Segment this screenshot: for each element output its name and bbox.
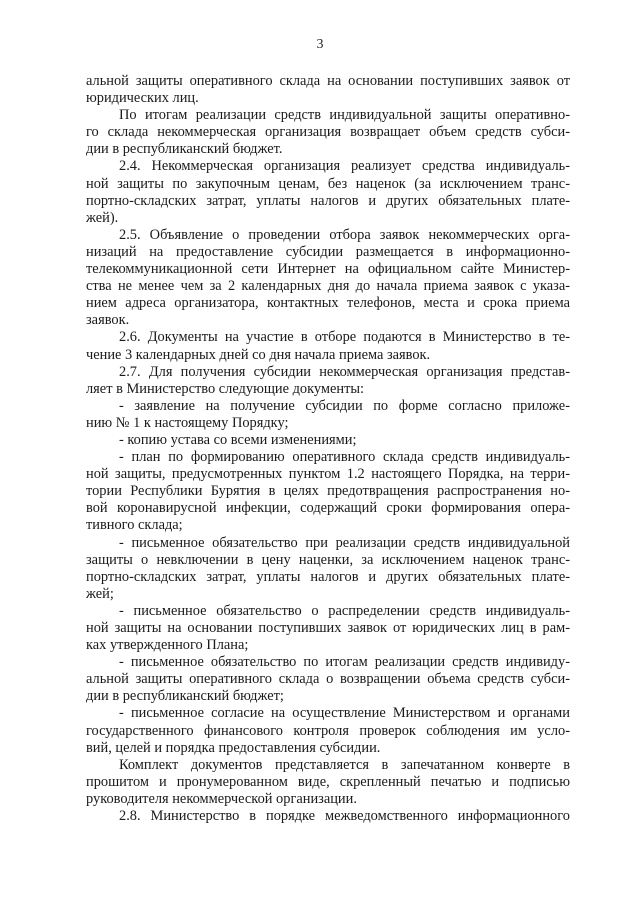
text-line: - копию устава со всеми изменениями; <box>119 431 357 448</box>
text-line: вий, целей и порядка предоставления субсидии. <box>86 739 381 756</box>
text-line: - план по формированию оперативного склада средств индивидуаль- <box>119 449 570 466</box>
text-line: 2.8. Министерство в порядке межведомственного информационного <box>119 808 570 825</box>
text-line: чение 3 календарных дней со дня начала приема заявок. <box>86 346 431 363</box>
text-line: портно-складских затрат, уплаты налогов и других обязательных плате- <box>86 192 570 209</box>
text-line: альной защиты оперативного склада на основании поступивших заявок от <box>86 73 570 89</box>
text-line: жей; <box>86 585 114 602</box>
text-line: - письменное согласие на осуществление Министерством и органами <box>119 705 570 722</box>
text-line: телекоммуникационной сети Интернет на официальном сайте Министер- <box>86 261 570 278</box>
document-body <box>86 73 570 825</box>
paragraph <box>86 808 570 825</box>
text-line: 2.5. Объявление о проведении отбора заявок некоммерческих орга- <box>119 226 570 243</box>
text-line: Комплект документов представляется в запечатанном конверте в <box>119 756 570 773</box>
text-line: государственного финансового контроля проверок соблюдения им усло- <box>86 722 570 739</box>
paragraph <box>86 364 570 398</box>
text-line: - письменное обязательство о распределении средств индивидуаль- <box>119 602 570 619</box>
paragraph <box>86 432 570 449</box>
text-line: прошитом и пронумерованном виде, скрепленный печатью и подписью <box>86 773 570 790</box>
paragraph <box>86 705 570 756</box>
paragraph <box>86 158 570 226</box>
text-line: нию № 1 к настоящему Порядку; <box>86 414 289 431</box>
paragraph <box>86 654 570 705</box>
text-line: - письменное обязательство при реализации средств индивидуальной <box>119 534 570 551</box>
text-line: руководителя некоммерческой организации. <box>86 790 357 807</box>
text-line: низаций на предоставление субсидии размещается в информационно- <box>86 243 570 260</box>
text-line: По итогам реализации средств индивидуальной защиты оперативно- <box>119 107 570 124</box>
text-line: - письменное обязательство по итогам реализации средств индивиду- <box>119 654 570 671</box>
paragraph <box>86 73 570 107</box>
text-line: заявок. <box>86 312 130 329</box>
text-line: тивного склада; <box>86 517 183 534</box>
paragraph <box>86 227 570 330</box>
text-line: ках утвержденного Плана; <box>86 637 249 654</box>
page-number: 3 <box>316 37 324 52</box>
text-line: 2.6. Документы на участие в отборе подаются в Министерство в те- <box>119 329 570 346</box>
text-line: альной защиты оперативного склада о возвращении объема средств субси- <box>86 671 570 688</box>
paragraph <box>86 107 570 158</box>
text-line: ной защиты, предусмотренных пунктом 1.2 настоящего Порядка, на терри- <box>86 466 570 483</box>
paragraph <box>86 535 570 603</box>
text-line: 2.4. Некоммерческая организация реализует средства индивидуаль- <box>119 158 570 175</box>
paragraph <box>86 603 570 654</box>
text-line: ства не менее чем за 2 календарных дня до начала приема заявок с указа- <box>86 278 570 295</box>
text-line: ляет в Министерство следующие документы: <box>86 380 365 397</box>
paragraph <box>86 757 570 808</box>
text-line: дии в республиканский бюджет. <box>86 141 283 158</box>
text-line: вой коронавирусной инфекции, содержащий сроки формирования опера- <box>86 500 570 517</box>
text-line: юридических лиц. <box>86 90 199 107</box>
text-line: го склада некоммерческая организация возвращает объем средств субси- <box>86 124 570 141</box>
text-line: защиты о невключении в цену наценки, за исключением наценок транс- <box>86 551 570 568</box>
text-line: портно-складских затрат, уплаты налогов и других обязательных плате- <box>86 568 570 585</box>
text-line: нием адреса организатора, контактных телефонов, места и срока приема <box>86 295 570 312</box>
paragraph <box>86 329 570 363</box>
text-line: дии в республиканский бюджет; <box>86 688 284 705</box>
paragraph <box>86 449 570 534</box>
text-line: ной защиты по закупочным ценам, без наценок (за исключением транс- <box>86 175 570 192</box>
text-line: жей). <box>86 209 119 226</box>
text-line: - заявление на получение субсидии по форме согласно приложе- <box>119 397 570 414</box>
paragraph <box>86 398 570 432</box>
text-line: 2.7. Для получения субсидии некоммерческая организация представ- <box>119 363 570 380</box>
text-line: ной защиты на основании поступивших заявок от юридических лиц в рам- <box>86 620 570 636</box>
text-line: тории Республики Бурятия в целях предотвращения распространения но- <box>86 483 570 500</box>
